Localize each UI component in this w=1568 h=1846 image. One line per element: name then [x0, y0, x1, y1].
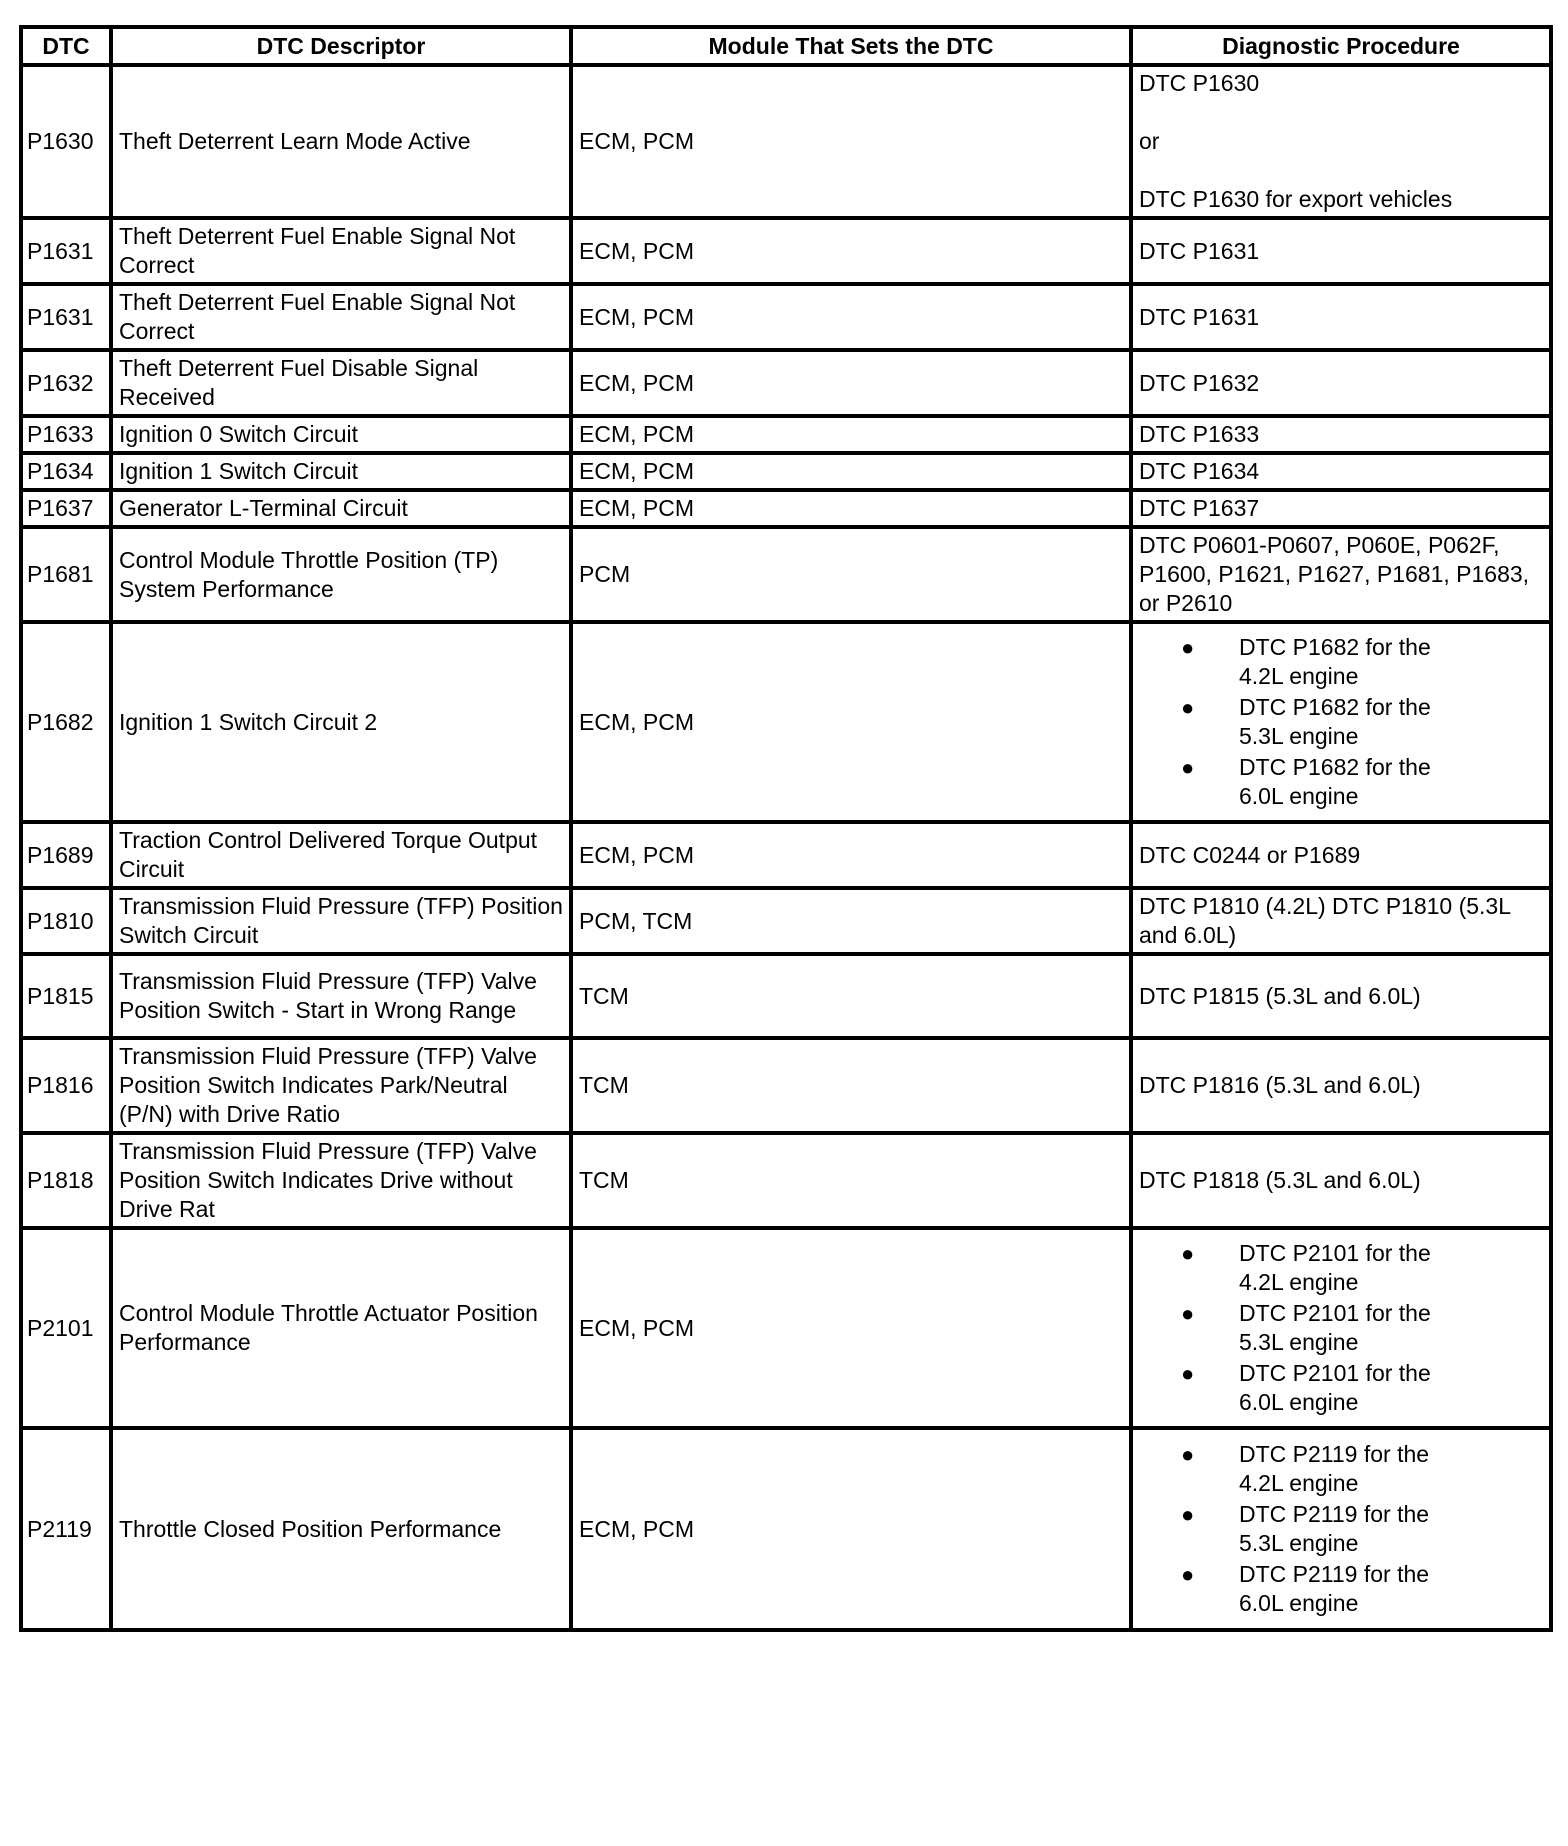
table-row — [21, 822, 1551, 888]
diagnostic-procedure-cell: DTC P1632 — [1131, 350, 1551, 416]
dtc-code-cell: P1631 — [21, 218, 111, 284]
procedure-bullet-item — [1181, 1560, 1479, 1618]
procedure-bullet-text: DTC P2119 for the 6.0L engine — [1239, 1561, 1430, 1616]
table-row — [21, 888, 1551, 954]
dtc-descriptor-cell: Transmission Fluid Pressure (TFP) Valve Position Switch Indicates Drive without Drive Rat — [111, 1133, 571, 1228]
header-procedure: Diagnostic Procedure — [1131, 27, 1551, 65]
diagnostic-procedure-cell — [1131, 1228, 1551, 1428]
diagnostic-procedure-cell: DTC P1816 (5.3L and 6.0L) — [1131, 1038, 1551, 1133]
table-row — [21, 490, 1551, 527]
table-row — [21, 350, 1551, 416]
procedure-line: DTC P1630 for export vehicles — [1139, 186, 1453, 212]
diagnostic-procedure-cell — [1131, 65, 1551, 218]
procedure-bullet-item — [1181, 1299, 1479, 1357]
table-row — [21, 954, 1551, 1038]
dtc-descriptor-cell: Transmission Fluid Pressure (TFP) Valve Position Switch Indicates Park/Neutral (P/N) with Drive Ratio — [111, 1038, 571, 1133]
dtc-code-cell: P1630 — [21, 65, 111, 218]
module-cell: TCM — [571, 1133, 1131, 1228]
bullet-icon: ● — [1181, 635, 1195, 660]
table-row — [21, 622, 1551, 822]
dtc-descriptor-cell: Theft Deterrent Fuel Disable Signal Received — [111, 350, 571, 416]
bullet-icon: ● — [1181, 1301, 1195, 1326]
bullet-icon: ● — [1181, 1562, 1195, 1587]
procedure-bullet-text: DTC P1682 for the 4.2L engine — [1239, 634, 1431, 689]
module-cell: TCM — [571, 954, 1131, 1038]
procedure-bullet-item — [1181, 1239, 1479, 1297]
bullet-icon: ● — [1181, 695, 1195, 720]
diagnostic-procedure-cell: DTC P1815 (5.3L and 6.0L) — [1131, 954, 1551, 1038]
dtc-descriptor-cell: Transmission Fluid Pressure (TFP) Position Switch Circuit — [111, 888, 571, 954]
dtc-descriptor-cell: Theft Deterrent Fuel Enable Signal Not Correct — [111, 284, 571, 350]
dtc-code-cell: P1633 — [21, 416, 111, 453]
header-dtc: DTC — [21, 27, 111, 65]
procedure-bullet-text: DTC P2101 for the 6.0L engine — [1239, 1360, 1431, 1415]
table-row — [21, 1038, 1551, 1133]
procedure-line: DTC P1630 — [1139, 70, 1260, 96]
diagnostic-procedure-cell: DTC C0244 or P1689 — [1131, 822, 1551, 888]
dtc-code-cell: P2101 — [21, 1228, 111, 1428]
module-cell: ECM, PCM — [571, 622, 1131, 822]
dtc-code-cell: P1815 — [21, 954, 111, 1038]
dtc-descriptor-cell: Transmission Fluid Pressure (TFP) Valve Position Switch - Start in Wrong Range — [111, 954, 571, 1038]
procedure-bullet-item — [1181, 1500, 1479, 1558]
dtc-descriptor-cell: Ignition 0 Switch Circuit — [111, 416, 571, 453]
module-cell: ECM, PCM — [571, 490, 1131, 527]
dtc-descriptor-cell: Theft Deterrent Fuel Enable Signal Not Correct — [111, 218, 571, 284]
header-row — [21, 27, 1551, 65]
procedure-bullet-text: DTC P2101 for the 5.3L engine — [1239, 1300, 1431, 1355]
dtc-code-cell: P1631 — [21, 284, 111, 350]
module-cell: ECM, PCM — [571, 65, 1131, 218]
table-row — [21, 1228, 1551, 1428]
module-cell: ECM, PCM — [571, 416, 1131, 453]
module-cell: ECM, PCM — [571, 284, 1131, 350]
dtc-code-cell: P1637 — [21, 490, 111, 527]
diagnostic-procedure-cell: DTC P1633 — [1131, 416, 1551, 453]
dtc-code-cell: P1818 — [21, 1133, 111, 1228]
table-row — [21, 218, 1551, 284]
dtc-descriptor-cell: Ignition 1 Switch Circuit — [111, 453, 571, 490]
dtc-code-cell: P1816 — [21, 1038, 111, 1133]
diagnostic-procedure-cell: DTC P1818 (5.3L and 6.0L) — [1131, 1133, 1551, 1228]
dtc-descriptor-cell: Theft Deterrent Learn Mode Active — [111, 65, 571, 218]
bullet-icon: ● — [1181, 1361, 1195, 1386]
diagnostic-procedure-cell: DTC P1810 (4.2L) DTC P1810 (5.3L and 6.0L) — [1131, 888, 1551, 954]
dtc-code-cell: P2119 — [21, 1428, 111, 1630]
table-row — [21, 1428, 1551, 1630]
line-spacer — [1139, 156, 1543, 185]
procedure-bullet-item — [1181, 633, 1479, 691]
diagnostic-procedure-cell — [1131, 1428, 1551, 1630]
bullet-icon: ● — [1181, 755, 1195, 780]
table-row — [21, 284, 1551, 350]
procedure-bullet-list — [1139, 633, 1543, 811]
procedure-bullet-list — [1139, 1440, 1543, 1618]
procedure-bullet-text: DTC P2101 for the 4.2L engine — [1239, 1240, 1431, 1295]
table-row — [21, 416, 1551, 453]
table-row — [21, 527, 1551, 622]
procedure-bullet-text: DTC P1682 for the 5.3L engine — [1239, 694, 1431, 749]
bullet-icon: ● — [1181, 1502, 1195, 1527]
diagnostic-procedure-cell: DTC P0601-P0607, P060E, P062F, P1600, P1621, P1627, P1681, P1683, or P2610 — [1131, 527, 1551, 622]
module-cell: PCM, TCM — [571, 888, 1131, 954]
module-cell: ECM, PCM — [571, 1228, 1131, 1428]
module-cell: ECM, PCM — [571, 218, 1131, 284]
table-row — [21, 453, 1551, 490]
diagnostic-procedure-cell: DTC P1631 — [1131, 284, 1551, 350]
table-row — [21, 65, 1551, 218]
procedure-bullet-item — [1181, 1440, 1479, 1498]
bullet-icon: ● — [1181, 1241, 1195, 1266]
header-module: Module That Sets the DTC — [571, 27, 1131, 65]
dtc-code-cell: P1632 — [21, 350, 111, 416]
module-cell: ECM, PCM — [571, 1428, 1131, 1630]
bullet-icon: ● — [1181, 1442, 1195, 1467]
module-cell: ECM, PCM — [571, 350, 1131, 416]
diagnostic-procedure-cell: DTC P1631 — [1131, 218, 1551, 284]
dtc-descriptor-cell: Ignition 1 Switch Circuit 2 — [111, 622, 571, 822]
dtc-code-cell: P1810 — [21, 888, 111, 954]
module-cell: ECM, PCM — [571, 453, 1131, 490]
diagnostic-procedure-cell: DTC P1634 — [1131, 453, 1551, 490]
procedure-bullet-text: DTC P2119 for the 4.2L engine — [1239, 1441, 1430, 1496]
module-cell: ECM, PCM — [571, 822, 1131, 888]
dtc-code-cell: P1689 — [21, 822, 111, 888]
procedure-bullet-item — [1181, 1359, 1479, 1417]
table-row — [21, 1133, 1551, 1228]
dtc-descriptor-cell: Generator L-Terminal Circuit — [111, 490, 571, 527]
dtc-table — [19, 25, 1553, 1632]
module-cell: TCM — [571, 1038, 1131, 1133]
procedure-bullet-item — [1181, 753, 1479, 811]
dtc-descriptor-cell: Control Module Throttle Actuator Position Performance — [111, 1228, 571, 1428]
procedure-bullet-text: DTC P2119 for the 5.3L engine — [1239, 1501, 1430, 1556]
header-descriptor: DTC Descriptor — [111, 27, 571, 65]
dtc-code-cell: P1634 — [21, 453, 111, 490]
dtc-descriptor-cell: Control Module Throttle Position (TP) System Performance — [111, 527, 571, 622]
dtc-code-cell: P1681 — [21, 527, 111, 622]
dtc-code-cell: P1682 — [21, 622, 111, 822]
dtc-descriptor-cell: Traction Control Delivered Torque Output Circuit — [111, 822, 571, 888]
module-cell: PCM — [571, 527, 1131, 622]
procedure-bullet-list — [1139, 1239, 1543, 1417]
diagnostic-procedure-cell: DTC P1637 — [1131, 490, 1551, 527]
dtc-descriptor-cell: Throttle Closed Position Performance — [111, 1428, 571, 1630]
procedure-bullet-text: DTC P1682 for the 6.0L engine — [1239, 754, 1431, 809]
line-spacer — [1139, 98, 1543, 127]
diagnostic-procedure-cell — [1131, 622, 1551, 822]
procedure-line: or — [1139, 128, 1160, 154]
procedure-bullet-item — [1181, 693, 1479, 751]
